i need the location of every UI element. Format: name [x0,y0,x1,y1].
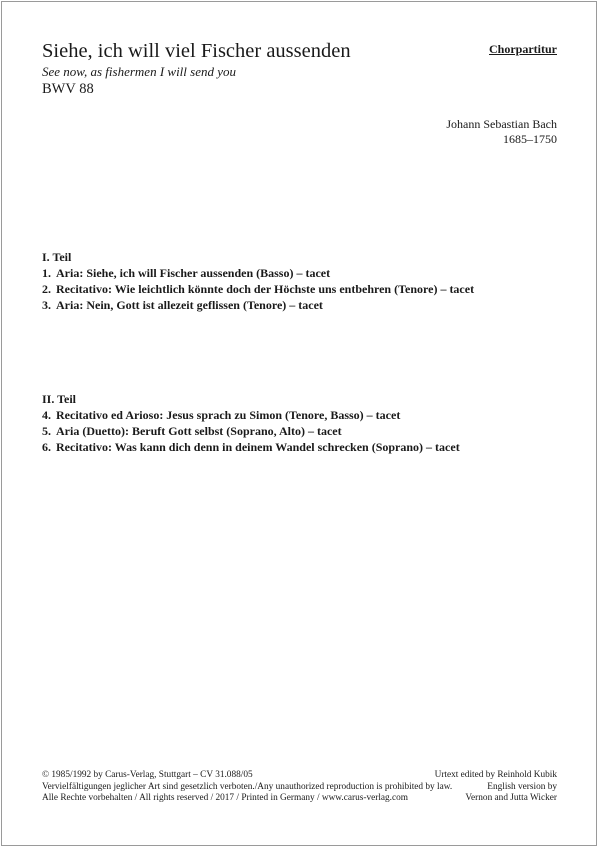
reproduction-notice: Vervielfältigungen jeglicher Art sind gesetzlich verboten./Any unauthorized reproduction is prohibited by law. [42,781,453,792]
part-one [42,249,474,313]
movement-number: 2. [42,282,51,296]
rights-line: Alle Rechte vorbehalten / All rights reserved / 2017 / Printed in Germany / www.carus-verlag.com [42,793,409,804]
editor-line: Urtext edited by Reinhold Kubik [434,770,557,780]
copyright-footer [42,770,452,805]
english-title: See now, as fishermen I will send you [42,64,237,79]
movement-text: Recitativo: Wie leichtlich könnte doch der Höchste uns entbehren (Tenore) – tacet [56,282,475,296]
movement-item [42,265,474,281]
part-heading: I. Teil [42,250,72,264]
edition-type: Chorpartitur [489,42,557,56]
editor-credits [435,770,557,805]
movement-item [42,297,474,313]
movement-number: 3. [42,298,51,312]
movement-text: Aria: Nein, Gott ist allezeit geflissen (Tenore) – tacet [56,298,323,312]
translators-line: Vernon and Jutta Wicker [465,793,557,804]
movement-text: Recitativo ed Arioso: Jesus sprach zu Simon (Tenore, Basso) – tacet [56,408,401,422]
movement-number: 4. [42,408,51,422]
movement-number: 5. [42,424,51,438]
part-two [42,391,460,455]
copyright-line: © 1985/1992 by Carus-Verlag, Stuttgart – CV 31.088/05 [42,770,253,780]
movement-text: Aria: Siehe, ich will Fischer aussenden (Basso) – tacet [56,266,331,280]
movement-item [42,439,460,455]
movement-number: 6. [42,440,51,454]
composer-block [446,117,557,147]
part-heading: II. Teil [42,392,77,406]
movement-item [42,407,460,423]
movement-number: 1. [42,266,51,280]
movement-text: Recitativo: Was kann dich denn in deinem Wandel schrecken (Soprano) – tacet [56,440,460,454]
composer-name: Johann Sebastian Bach [446,117,557,131]
translation-line: English version by [487,781,557,792]
movement-item [42,281,474,297]
work-title: Siehe, ich will viel Fischer aussenden [42,40,351,62]
movement-item [42,423,460,439]
catalog-number: BWV 88 [42,81,94,97]
composer-dates: 1685–1750 [503,132,557,146]
movement-text: Aria (Duetto): Beruft Gott selbst (Soprano, Alto) – tacet [56,424,342,438]
